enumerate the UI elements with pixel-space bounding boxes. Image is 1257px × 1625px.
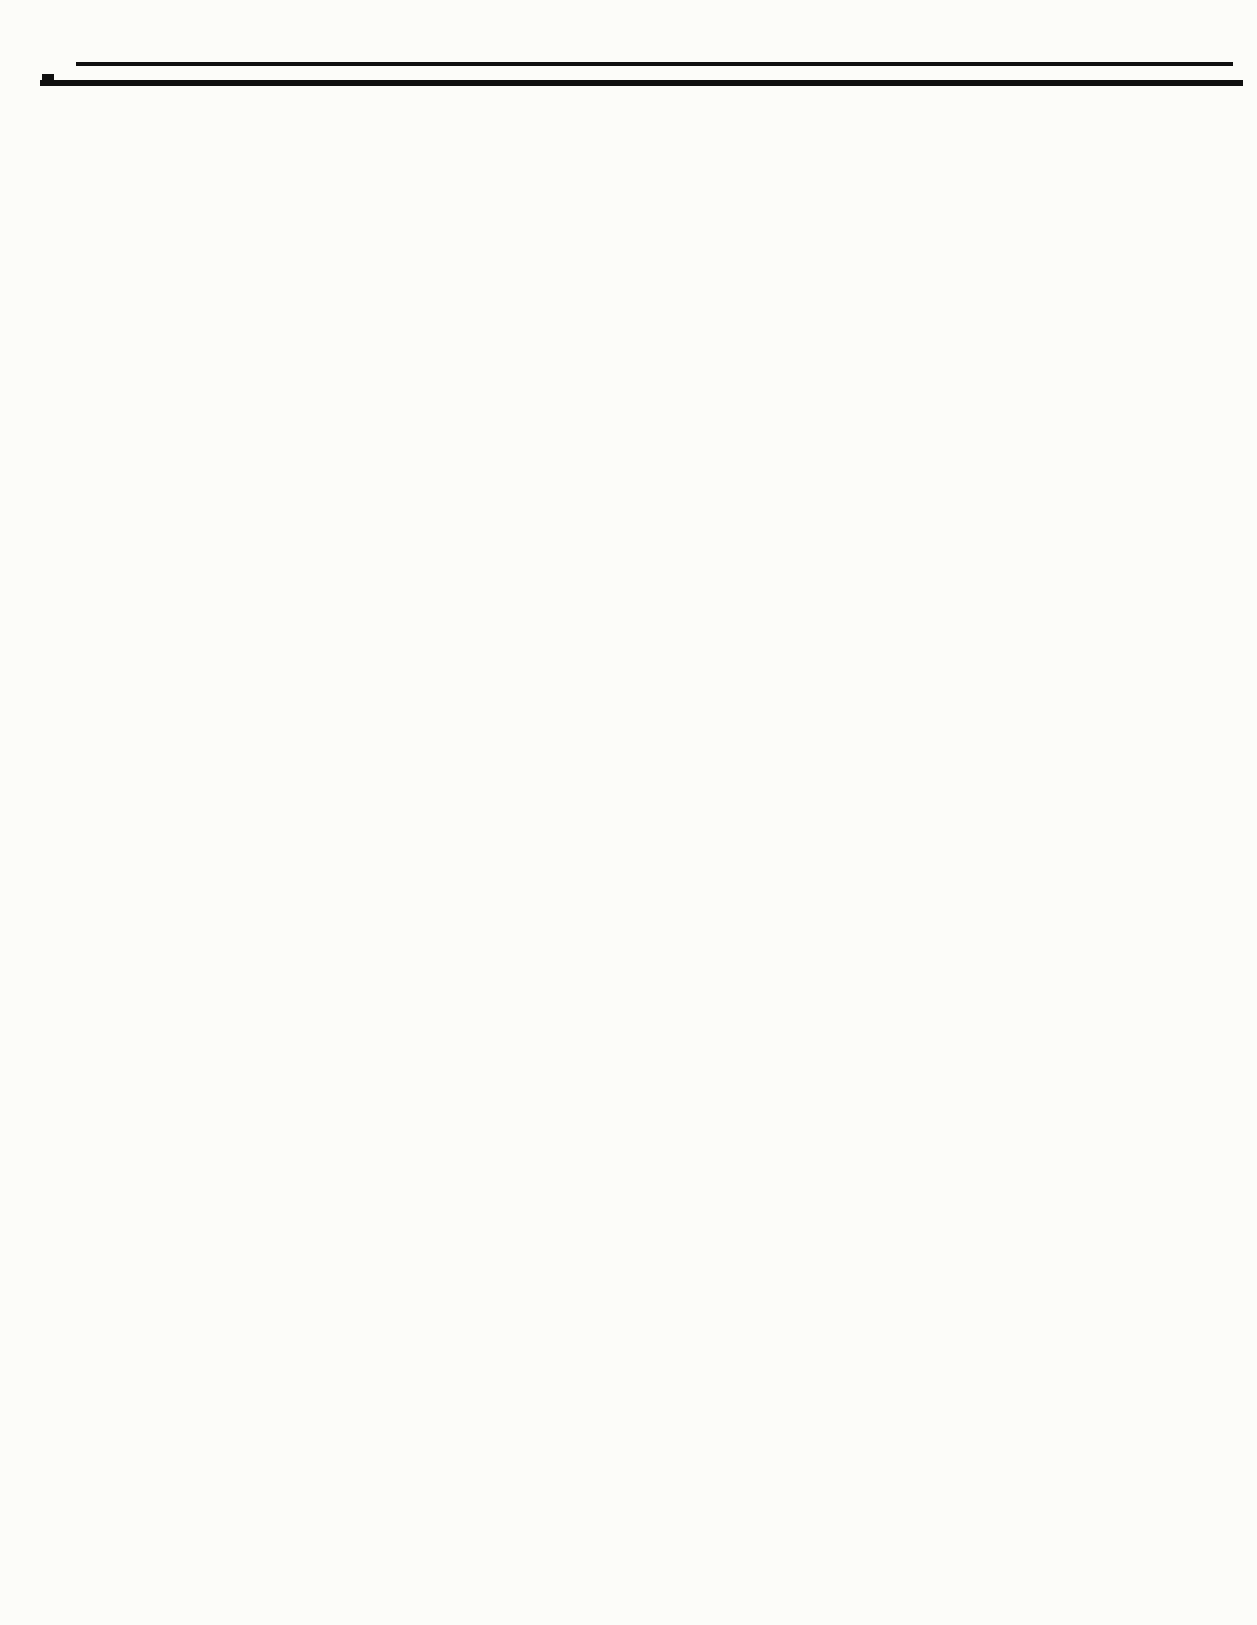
- masthead-rule: [76, 61, 1233, 66]
- page-number: [42, 72, 54, 80]
- masthead: [0, 0, 1257, 80]
- classifieds-board: [0, 89, 1257, 1617]
- top-rule: [40, 80, 1243, 86]
